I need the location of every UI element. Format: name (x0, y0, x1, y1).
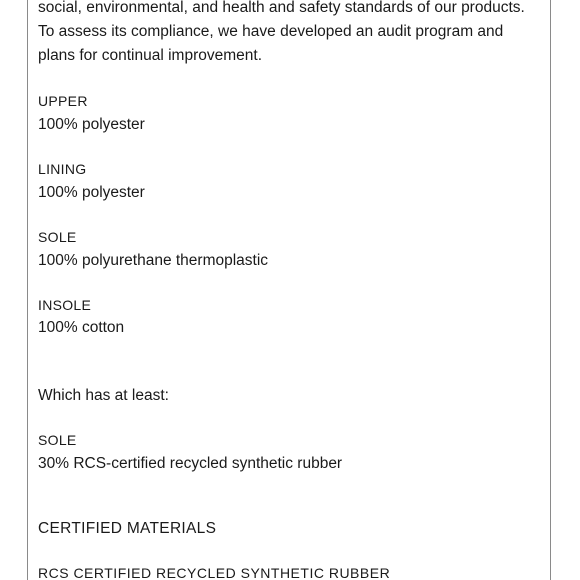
intro-line-3: plans for continual improvement. (38, 47, 263, 64)
upper-label: UPPER (38, 93, 88, 109)
insole-label: INSOLE (38, 297, 92, 313)
minimum-sole-value: 30% RCS-certified recycled synthetic rubber (38, 455, 343, 472)
intro-paragraph (38, 0, 525, 68)
lining-label: LINING (38, 161, 87, 177)
sole-value: 100% polyurethane thermoplastic (38, 252, 269, 269)
composition-panel (27, 0, 551, 580)
certified-material-item: RCS CERTIFIED RECYCLED SYNTHETIC RUBBER (38, 565, 391, 580)
minimum-sole-label: SOLE (38, 432, 77, 448)
lining-value: 100% polyester (38, 184, 145, 201)
minimum-heading: Which has at least: (38, 387, 169, 404)
upper-value: 100% polyester (38, 116, 145, 133)
intro-line-1: social, environmental, and health and safety standards of our products. (38, 0, 525, 16)
intro-line-2: To assess its compliance, we have developed an audit program and (38, 23, 504, 40)
insole-value: 100% cotton (38, 319, 125, 336)
certified-materials-title: CERTIFIED MATERIALS (38, 520, 217, 537)
sole-label: SOLE (38, 229, 77, 245)
